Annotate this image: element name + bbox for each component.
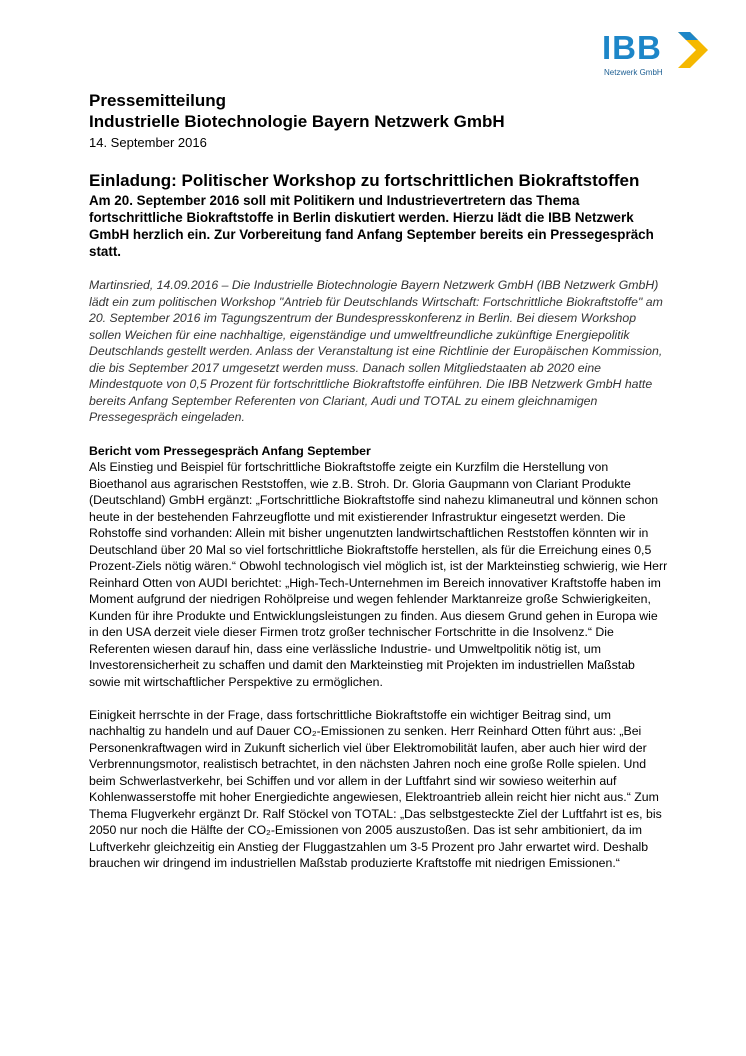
ibb-logo <box>598 28 710 82</box>
paragraph-2: Einigkeit herrschte in der Frage, dass fortschrittliche Biokraftstoffe ein wichtiger Beitrag sind, um nachhaltig zu handeln und auf Dauer CO₂-Emissionen zu senken. Herr Reinhard Otten führt aus: „Bei Personenkraftwagen wird in Zukunft sicherlich viel über Elektromobilität laufen, aber auch hier wird der Verbrennungsmotor, realistisch betrachtet, in den nächsten Jahren noch eine große Rolle spielen. Und beim Schwerlastverkehr, bei Schiffen und vor allem in der Luftfahrt sind wir sowieso weiterhin auf Kohlenwasserstoffe mit hoher Energiedichte angewiesen, Elektroantrieb allein reicht hier nicht aus.“ Zum Thema Flugverkehr ergänzt Dr. Ralf Stöckel von TOTAL: „Das selbstgesteckte Ziel der Luftfahrt ist es, bis 2050 nur noch die Hälfte der CO₂-Emissionen von 2005 auszustoßen. Das ist sehr ambitioniert, da im Luftverkehr gleichzeitig ein Anstieg der Fluggastzahlen um 3-5 Prozent pro Jahr erwartet wird. Deshalb brauchen wir dringend im industriellen Maßstab produzierte Kraftstoffe mit niedrigen Emissionen.“ <box>89 707 662 870</box>
logo-brand: IBB <box>602 29 662 66</box>
chevron-arrow-icon <box>678 32 708 68</box>
doc-type-heading: Pressemitteilung <box>89 91 226 110</box>
release-date: 14. September 2016 <box>89 135 207 150</box>
article-lead: Am 20. September 2016 soll mit Politikern und Industrievertretern das Thema fortschrittliche Biokraftstoffe in Berlin diskutiert werden. Hierzu lädt die IBB Netzwerk GmbH herzlich ein. Zur Vorbereitung fand Anfang September bereits ein Pressegespräch statt. <box>89 193 654 259</box>
logo-subtitle: Netzwerk GmbH <box>604 68 663 77</box>
article-intro: Martinsried, 14.09.2016 – Die Industrielle Biotechnologie Bayern Netzwerk GmbH (IBB Netzwerk GmbH) lädt ein zum politischen Workshop "Antrieb für Deutschlands Wirtschaft: Fortschrittliche Biokraftstoffe" am 20. September 2016 im Tagungszentrum der Bundespresskonferenz in Berlin. Bei diesem Workshop sollen Weichen für eine nachhaltige, eigenständige und umweltfreundliche zukünftige Energiepolitik Deutschlands gestellt werden. Anlass der Veranstaltung ist eine Richtlinie der Europäischen Kommission, die bis September 2017 umgesetzt werden muss. Danach sollen Mitgliedstaaten ab 2020 eine Mindestquote von 0,5 Prozent für fortschrittliche Biokraftstoffe einführen. Die IBB Netzwerk GmbH hatte bereits Anfang September Referenten von Clariant, Audi und TOTAL zu einem gleichnamigen Pressegespräch eingeladen. <box>89 278 663 424</box>
paragraph-1: Als Einstieg und Beispiel für fortschrittliche Biokraftstoffe zeigte ein Kurzfilm die Herstellung von Bioethanol aus agrarischen Reststoffen, wie z.B. Stroh. Dr. Gloria Gaupmann von Clariant Produkte (Deutschland) GmbH ergänzt: „Fortschrittliche Biokraftstoffe sind nahezu klimaneutral und können schon heute in der bestehenden Fahrzeugflotte und mit existierender Infrastruktur eingesetzt werden. Die Rohstoffe sind vorhanden: Allein mit bisher ungenutzten landwirtschaftlichen Reststoffen könnten wir in Deutschland über 20 Mal so viel fortschrittliche Biokraftstoffe herstellen, als für die Erreichung eines 0,5 Prozent-Ziels nötig wären.“ Obwohl technologisch viel möglich ist, ist der Markteinstieg schwierig, wie Herr Reinhard Otten von AUDI berichtet: „High-Tech-Unternehmen im Bereich innovativer Kraftstoffe haben im Moment aufgrund der niedrigen Rohölpreise und wegen fehlender Marktanreize große Schwierigkeiten, Kunden für ihre Produkte und Entwicklungsleistungen zu finden. Aus diesem Grund gehen in Europa wie in den USA derzeit viele dieser Firmen trotz großer technischer Fortschritte in die Insolvenz.“ Die Referenten wiesen darauf hin, dass eine verlässliche Industrie- und Umweltpolitik nötig ist, um Investorensicherheit zu schaffen und damit den Markteinstieg mit Projekten im industriellen Maßstab sowie mit wirtschaftlicher Perspektive zu ermöglichen. <box>89 460 668 689</box>
press-release-content <box>89 90 669 872</box>
section-title: Bericht vom Pressegespräch Anfang September <box>89 443 371 458</box>
organization-heading: Industrielle Biotechnologie Bayern Netzwerk GmbH <box>89 112 505 131</box>
article-title: Einladung: Politischer Workshop zu fortschrittlichen Biokraftstoffen <box>89 171 640 190</box>
